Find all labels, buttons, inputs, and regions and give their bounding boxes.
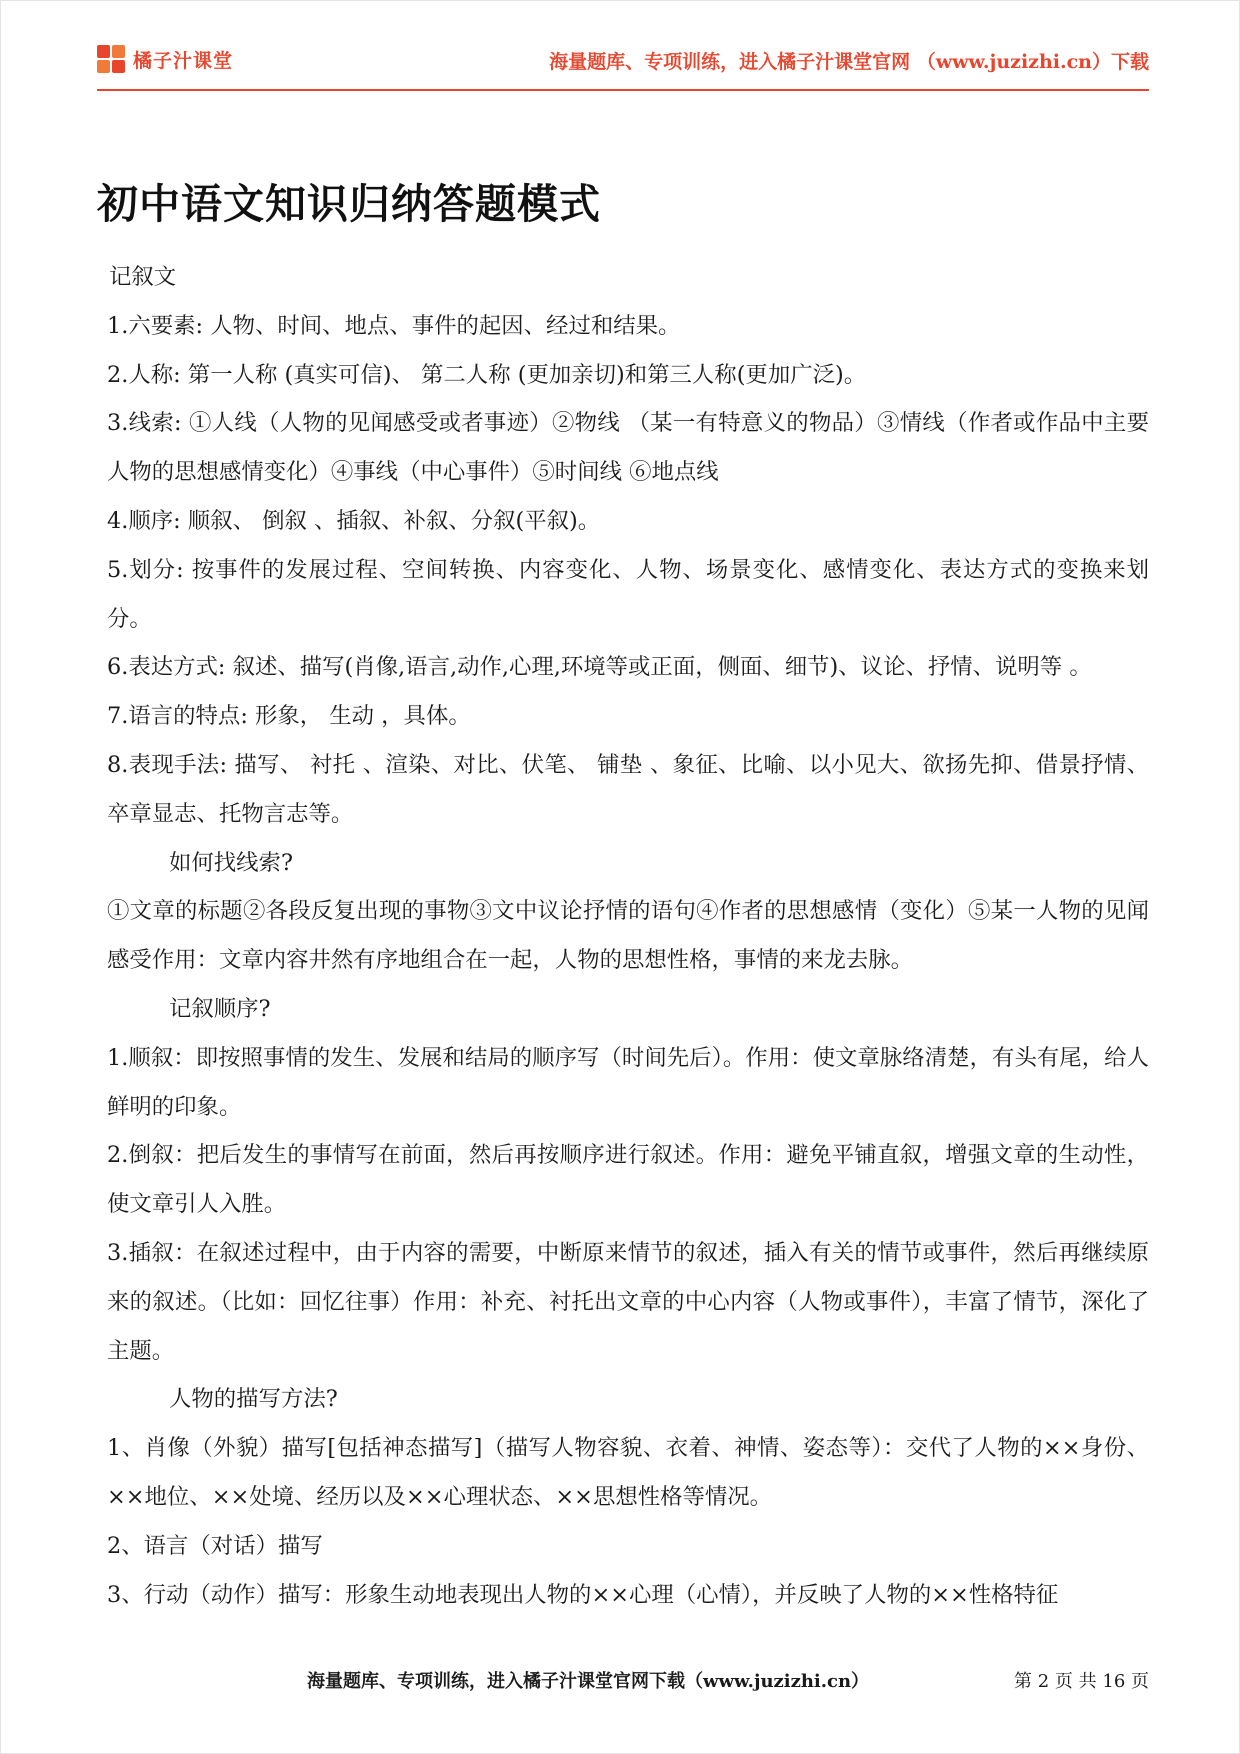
page-title: 初中语文知识归纳答题模式 (97, 180, 601, 228)
paragraph: ①文章的标题②各段反复出现的事物③文中议论抒情的语句④作者的思想感情（变化）⑤某一人物的见闻感受作用：文章内容井然有序地组合在一起，人物的思想性格，事情的来龙去脉。 (107, 898, 1149, 974)
header-tagline[interactable]: 海量题库、专项训练，进入橘子汁课堂官网 （www.juzizhi.cn）下载 (549, 51, 1149, 73)
logo-text: 橘子汁课堂 (133, 49, 234, 72)
page-header (97, 37, 1149, 87)
paragraph: 5.划分: 按事件的发展过程、空间转换、内容变化、人物、场景变化、感情变化、表达方式的变换来划分。 (107, 556, 1149, 632)
page-number: 第 2 页 共 16 页 (1014, 1671, 1149, 1692)
page-footer (1, 1667, 1240, 1697)
paragraph: 2.人称: 第一人称 (真实可信)、 第二人称 (更加亲切)和第三人称(更加广泛)。 (107, 361, 867, 388)
paragraph: 3、行动（动作）描写：形象生动地表现出人物的××心理（心情），并反映了人物的××性格特征 (107, 1581, 1059, 1608)
paragraph: 1、肖像（外貌）描写[包括神态描写]（描写人物容貌、衣着、神情、姿态等）：交代了人物的××身份、××地位、××处境、经历以及××心理状态、××思想性格等情况。 (107, 1435, 1149, 1510)
paragraph: 2.倒叙：把后发生的事情写在前面，然后再按顺序进行叙述。作用：避免平铺直叙，增强文章的生动性，使文章引人入胜。 (107, 1142, 1149, 1218)
paragraph: 3.线索: ①人线（人物的见闻感受或者事迹）②物线 （某一有特意义的物品）③情线（作者或作品中主要人物的思想感情变化）④事线（中心事件）⑤时间线 ⑥地点线 (107, 410, 1149, 486)
header-divider (97, 89, 1149, 91)
footer-text[interactable]: 海量题库、专项训练，进入橘子汁课堂官网下载（www.juzizhi.cn） (307, 1671, 870, 1692)
paragraph: 6.表达方式: 叙述、描写(肖像,语言,动作,心理,环境等或正面，侧面、细节)、议论、抒情、说明等 。 (107, 654, 1092, 681)
section-heading: 如何找线索? (169, 849, 293, 876)
paragraph: 4.顺序: 顺叙、 倒叙 、插叙、补叙、分叙(平叙)。 (107, 507, 601, 534)
logo-icon (97, 45, 125, 73)
paragraph: 7.语言的特点: 形象， 生动 ，具体。 (107, 703, 471, 730)
paragraph: 3.插叙：在叙述过程中，由于内容的需要，中断原来情节的叙述，插入有关的情节或事件，然后再继续原来的叙述。（比如：回忆往事）作用：补充、衬托出文章的中心内容（人物或事件），丰富了情节，深化了主题。 (107, 1239, 1149, 1364)
paragraph: 1.六要素: 人物、时间、地点、事件的起因、经过和结果。 (107, 312, 681, 339)
section-heading: 记叙顺序? (169, 995, 271, 1022)
paragraph: 2、语言（对话）描写 (107, 1532, 323, 1559)
section-heading: 记叙文 (109, 264, 177, 290)
paragraph: 1.顺叙：即按照事情的发生、发展和结局的顺序写（时间先后）。作用：使文章脉络清楚，有头有尾，给人鲜明的印象。 (107, 1044, 1149, 1120)
brand-logo[interactable] (97, 45, 233, 73)
document-body (107, 253, 1149, 1619)
section-heading: 人物的描写方法? (169, 1386, 338, 1413)
paragraph: 8.表现手法: 描写、 衬托 、渲染、对比、伏笔、 铺垫 、象征、比喻、以小见大、欲扬先抑、借景抒情、卒章显志、托物言志等。 (107, 751, 1149, 827)
